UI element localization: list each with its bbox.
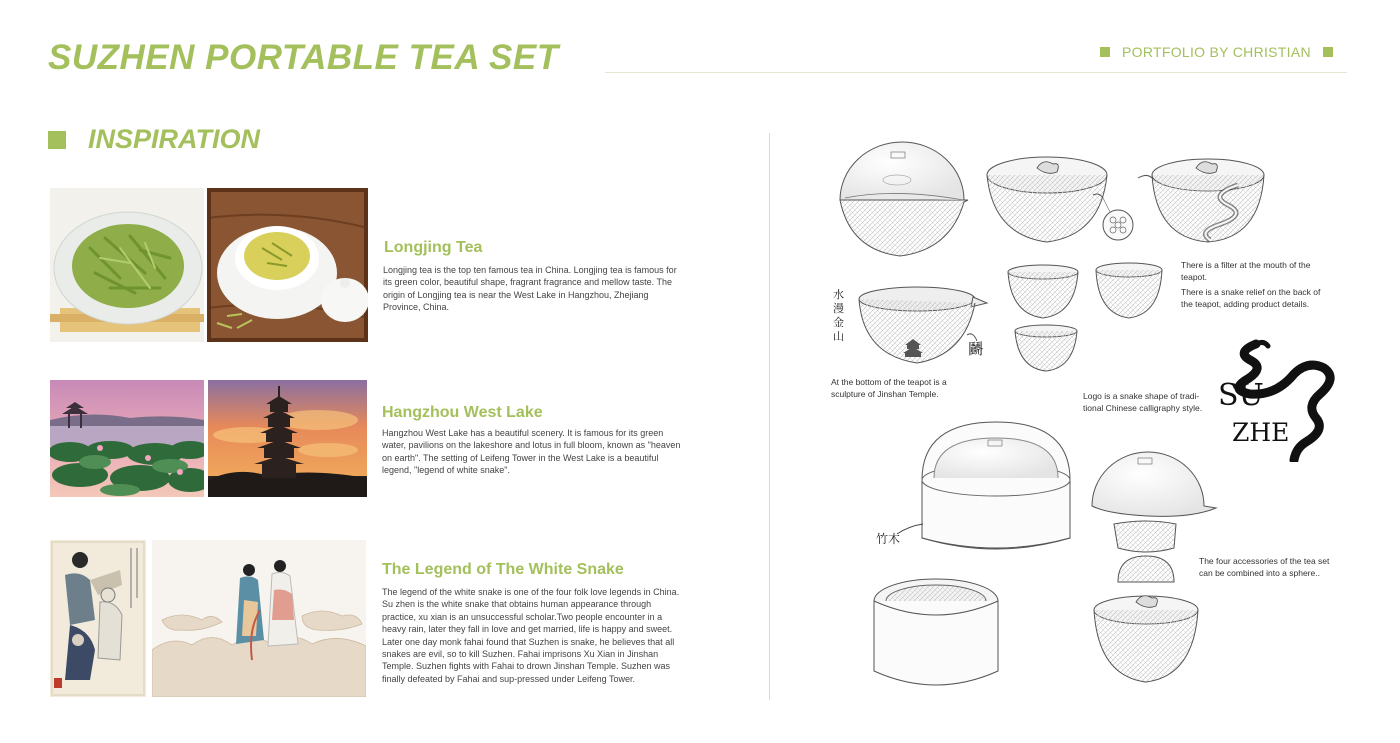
cup-sketch-2 — [1093, 260, 1165, 322]
logo-su: SU — [1218, 378, 1264, 413]
calligraphy-seal: 鬬 — [968, 340, 984, 358]
note-relief: There is a snake relief on the back of the teapot, adding product details. — [1181, 287, 1321, 309]
byline-square-right — [1323, 47, 1333, 57]
white-snake-painting-photo — [50, 540, 146, 697]
page-title: SUZHEN PORTABLE TEA SET — [48, 38, 559, 77]
longjing-cup-photo — [207, 188, 368, 342]
note-logo: Logo is a snake shape of tradi-tional Chinese calligraphy style. — [1083, 391, 1203, 413]
teapot-snake-relief-sketch — [1138, 150, 1268, 250]
item-title-longjing: Longjing Tea — [384, 239, 483, 256]
note-bottom: At the bottom of the teapot is a sculpture of Jinshan Temple. — [831, 377, 947, 399]
calligraphy-vertical: 水漫金山 — [833, 288, 844, 343]
teapot-lid-sketch — [985, 150, 1135, 250]
leifeng-tower-photo — [208, 380, 367, 497]
item-title-west-lake: Hangzhou West Lake — [382, 404, 543, 421]
west-lake-photo — [50, 380, 204, 497]
header-rule — [605, 72, 1347, 73]
cup-sketch-1 — [1005, 262, 1083, 322]
section-square — [48, 131, 66, 149]
byline-text: PORTFOLIO BY CHRISTIAN — [1122, 44, 1311, 60]
item-title-white-snake: The Legend of The White Snake — [382, 561, 624, 578]
center-divider — [769, 133, 770, 700]
calligraphy-bamboo: 竹木 — [876, 532, 901, 546]
byline — [1100, 43, 1333, 61]
white-snake-illustration-photo — [152, 540, 366, 697]
longjing-leaves-photo — [50, 188, 204, 342]
item-body-west-lake: Hangzhou West Lake has a beautiful scenery. It is famous for its green water, pavilions on the lakeshore and lotus in full bloom, known as "heaven on earth". The setting of Leifeng Tower in the West Lake is a beautiful legend, "legend of white snake". — [382, 428, 681, 476]
logo-zhe: ZHE — [1232, 418, 1290, 447]
item-body-longjing: Longjing tea is the top ten famous tea in China. Longjing tea is famous for its green color, beautiful shape, fragrant fragrance and mellow taste. The origin of Longjing tea is near the West Lake in Hangzhou, Zhejiang Province, China. — [383, 265, 677, 313]
suzhe-logo — [1216, 338, 1338, 462]
note-filter: There is a filter at the mouth of the teapot. — [1181, 260, 1311, 282]
travel-case-sketch — [918, 418, 1078, 563]
teapot-dome-sketch — [835, 140, 970, 260]
note-sphere: The four accessories of the tea set can be combined into a sphere.. — [1199, 556, 1330, 578]
bamboo-arrow-icon — [895, 522, 925, 538]
byline-square-left — [1100, 47, 1110, 57]
section-title: INSPIRATION — [88, 124, 261, 154]
case-base-sketch — [870, 575, 1005, 695]
item-body-white-snake: The legend of the white snake is one of the four folk love legends in China. Su zhen is the white snake that obtains human appearance through practice, xu xian is an unsuccessful scholar.Two people encounter in a heavy rain, later they fall in love and get married, life is happy and sweet. Later one day monk fahai found that Suzhen is snake, he believes that all snakes are evil, so to kill Suzhen. Fahai imprisons Xu Xian in Jinshan Temple. Suzhen fights with Fahai to drown Jinshan Temple. Suzhen was finally defeated by Fahai and sup-pressed under Leifeng Tower. — [382, 587, 680, 684]
cup-sketch-3 — [1012, 322, 1080, 374]
